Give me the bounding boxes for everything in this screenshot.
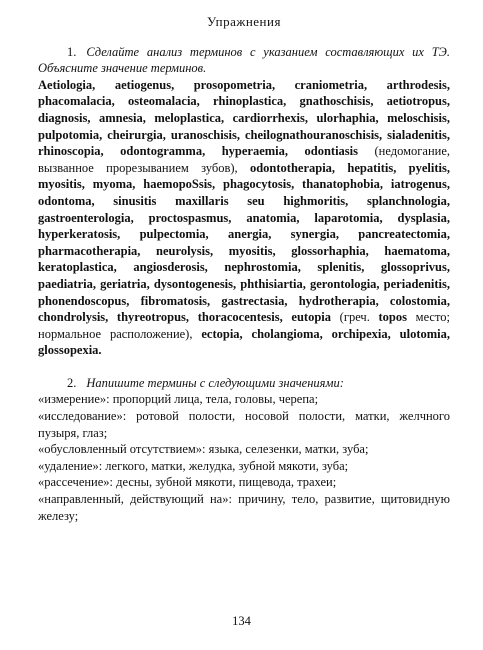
exercise-2 bbox=[38, 375, 450, 524]
section-title: Упражнения bbox=[207, 14, 281, 29]
latin-terms: Aetiologia, aetiogenus, prosopometria, craniometria, arthrodesis, phacomalacia, osteomalacia, rhinoplastica, gnathoschisis, aetiotropus, diagnosis, amnesia, meloplastica, cardiorrhexis, ulorhaphia, meloschisis, pulpotomia, cheirurgia, uranoschisis, cheilognathouranoschisis, sialadenitis, rhinoscopia, odontogramma, hyperaemia, odontiasis bbox=[38, 77, 450, 159]
definition-item: «измерение»: пропорций лица, тела, головы, черепа; bbox=[38, 392, 319, 407]
latin-terms: odontotherapia, hepatitis, pyelitis, myositis, myoma, haemopoSsis, phagocytosis, thanatophobia, iatrogenus, odontoma, sinusitis maxillaris seu highmoritis, splanchnologia, gastroenterologia, proctospasmus, anatomia, laparotomia, dysplasia, hyperkeratosis, pulpectomia, anergia, synergia, pancreatectomia, pharmacotherapia, neurolysis, myositis, glossorhaphia, haematoma, keratoplastica, angiosderosis, nephrostomia, splenitis, glossoprivus, paediatria, geriatria, dysontogenesis, phthisiartia, gerontologia, periadenitis, phonendoscopus, fibromatosis, gastrectasia, hydrotherapia, colostomia, chondrolysis, thyreotropus, thoracocentesis, eutopia bbox=[38, 160, 450, 325]
page-number: 134 bbox=[232, 614, 251, 628]
definition-item: «направленный, действующий на»: причину, тело, развитие, щитовидную железу; bbox=[38, 492, 450, 523]
exercise-1-terms bbox=[38, 77, 450, 359]
definition-item: «рассечение»: десны, зубной мякоти, пищевода, трахеи; bbox=[38, 475, 337, 490]
definition-item: «исследование»: ротовой полости, носовой полости, матки, желчного пузыря, глаз; bbox=[38, 409, 450, 440]
definition-item: «обусловленный отсутствием»: языка, селезенки, матки, зуба; bbox=[38, 442, 369, 457]
exercise-2-instruction bbox=[38, 375, 450, 392]
exercise-1 bbox=[38, 44, 450, 359]
exercise-1-number: 1. bbox=[67, 44, 77, 59]
latin-terms: topos bbox=[378, 310, 407, 325]
exercise-2-number: 2. bbox=[67, 375, 77, 390]
gloss-text: (недомогание, вызванное прорезыванием зубов), bbox=[38, 144, 450, 175]
definition-list bbox=[38, 391, 450, 524]
gloss-text: (греч. bbox=[331, 310, 379, 325]
exercise-1-instruction bbox=[38, 44, 450, 77]
definition-item: «удаление»: легкого, матки, желудка, зубной мякоти, зуба; bbox=[38, 458, 349, 473]
gloss-text: место; нормальное расположение), bbox=[38, 310, 450, 341]
exercise-2-instruction-text: Напишите термины с следующими значениями: bbox=[86, 375, 344, 390]
exercise-1-instruction-text: Сделайте анализ терминов с указанием составляющих их ТЭ. Объясните значение терминов. bbox=[38, 44, 450, 76]
latin-terms: ectopia, cholangioma, orchipexia, ulotomia, glossopexia. bbox=[38, 326, 450, 358]
